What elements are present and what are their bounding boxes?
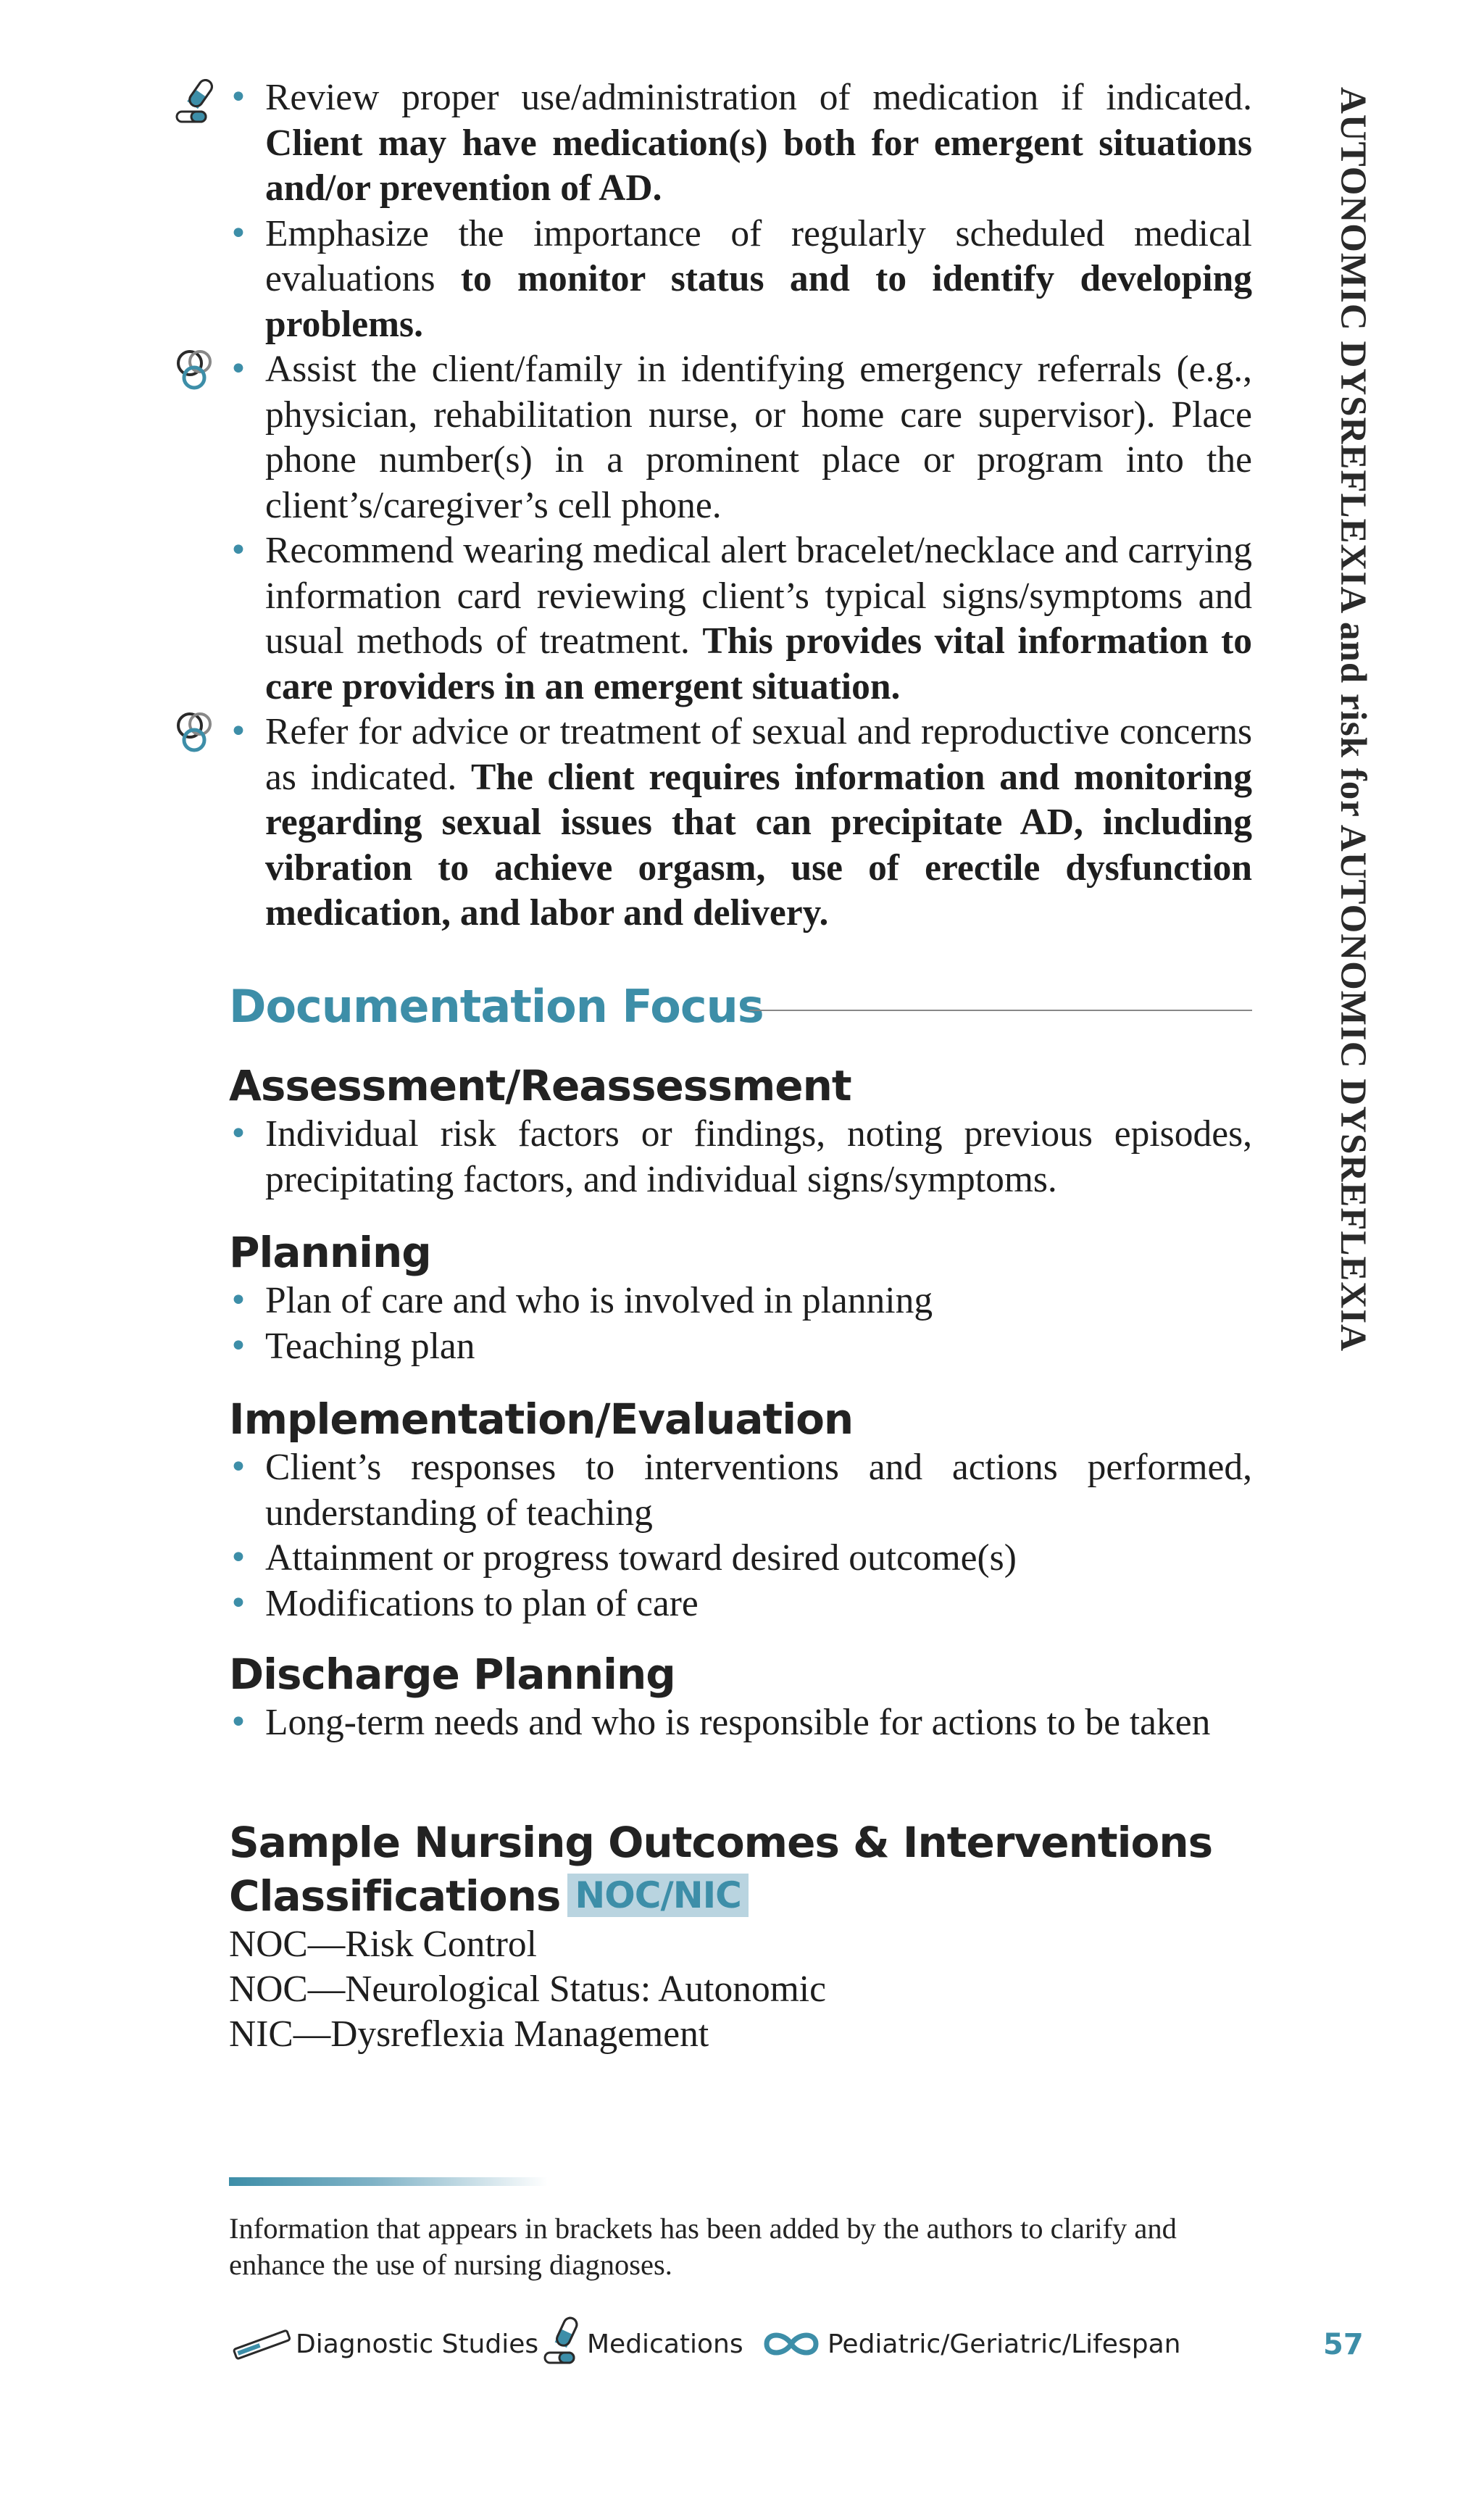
subheading-noc-nic-text: Classifications	[229, 1871, 561, 1921]
item-text: Attainment or progress toward desired outcome(s)	[265, 1537, 1017, 1579]
running-head-text: AUTONOMIC DYSREFLEXIA and risk for AUTONOMIC DYSREFLEXIA	[1333, 87, 1373, 1352]
bullet-dot: •	[229, 215, 248, 252]
list-item	[229, 1112, 1252, 1202]
icon-legend	[229, 2319, 1359, 2370]
running-head	[1325, 87, 1383, 1450]
collaborative-icon	[174, 347, 217, 395]
item-text: Long-term needs and who is responsible for actions to be taken	[265, 1702, 1211, 1743]
subheading-implementation: Implementation/Evaluation	[229, 1394, 854, 1444]
footnote-divider	[229, 2177, 548, 2186]
item-rationale: The client requires information and monitoring regarding sexual issues that can precipitate AD, including vibration to achieve orgasm, use of erectile dysfunction medication, and labor and delivery.	[265, 756, 1252, 934]
lifespan-infinity-icon	[762, 2329, 820, 2358]
item-rationale: to monitor status and to identify developing problems.	[265, 258, 1252, 345]
list-item	[229, 710, 1252, 936]
item-text: Teaching plan	[265, 1325, 475, 1367]
collaborative-icon	[174, 710, 217, 757]
bullet-dot: •	[229, 1115, 248, 1152]
list-item	[229, 1581, 1252, 1627]
item-text: Plan of care and who is involved in planning	[265, 1280, 933, 1321]
noc-nic-line: NOC—Neurological Status: Autonomic	[229, 1969, 826, 2010]
discharge-list	[229, 1700, 1252, 1746]
bullet-dot: •	[229, 79, 248, 116]
noc-nic-line: NOC—Risk Control	[229, 1924, 537, 1965]
bullet-dot: •	[229, 351, 248, 388]
item-text: Modifications to plan of care	[265, 1582, 699, 1624]
item-rationale: This provides vital information to care providers in an emergent situation.	[265, 620, 1252, 707]
heading-rule	[749, 1010, 1252, 1011]
list-item	[229, 75, 1252, 212]
bullet-dot: •	[229, 1584, 248, 1622]
assessment-list	[229, 1112, 1252, 1202]
planning-list	[229, 1279, 1252, 1369]
subheading-noc-nic-line2	[229, 1870, 749, 1922]
section-heading	[229, 974, 1252, 1039]
item-text: Emphasize the importance of regularly scheduled medical evaluations	[265, 212, 1252, 299]
bullet-dot: •	[229, 713, 248, 750]
legend-diagnostic-label: Diagnostic Studies	[296, 2329, 539, 2359]
subheading-discharge: Discharge Planning	[229, 1650, 675, 1699]
bullet-dot: •	[229, 1539, 248, 1576]
noc-nic-line: NIC—Dysreflexia Management	[229, 2013, 709, 2055]
item-rationale: Client may have medication(s) both for emergent situations and/or prevention of AD.	[265, 122, 1252, 209]
list-item	[229, 347, 1252, 528]
footnote: Information that appears in brackets has been added by the authors to clarify and enhance the use of nursing diagnoses.	[229, 2212, 1177, 2281]
medications-icon	[174, 75, 217, 123]
item-text: Assist the client/family in identifying emergency referrals (e.g., physician, rehabilitation nurse, or home care supervisor). Place phone number(s) in a prominent place or program into the client’s/caregiver’s cell phone.	[265, 349, 1252, 526]
subheading-assessment: Assessment/Reassessment	[229, 1061, 851, 1110]
item-text: Review proper use/administration of medication if indicated.	[265, 77, 1252, 118]
item-text: Refer for advice or treatment of sexual and reproductive concerns as indicated.	[265, 711, 1252, 798]
implementation-list	[229, 1445, 1252, 1626]
bullet-dot: •	[229, 1282, 248, 1319]
list-item	[229, 1700, 1252, 1746]
medications-icon	[542, 2315, 585, 2366]
list-item	[229, 212, 1252, 348]
list-item	[229, 1324, 1252, 1370]
bullet-dot: •	[229, 1704, 248, 1741]
item-text: Individual risk factors or findings, noting previous episodes, precipitating factors, and individual signs/symptoms.	[265, 1113, 1252, 1200]
list-item	[229, 1536, 1252, 1581]
list-item	[229, 528, 1252, 710]
noc-nic-tag: NOC/NIC	[567, 1874, 748, 1917]
legend-medications-label: Medications	[587, 2329, 743, 2359]
subheading-planning: Planning	[229, 1228, 431, 1277]
item-text: Recommend wearing medical alert bracelet/necklace and carrying information card reviewing client’s typical signs/symptoms and usual methods of treatment.	[265, 530, 1252, 662]
bullet-dot: •	[229, 532, 248, 569]
intervention-list	[229, 75, 1252, 936]
section-title: Documentation Focus	[229, 980, 764, 1033]
list-item	[229, 1279, 1252, 1324]
bullet-dot: •	[229, 1449, 248, 1486]
item-text: Client’s responses to interventions and actions performed, understanding of teaching	[265, 1447, 1252, 1534]
list-item	[229, 1445, 1252, 1536]
page-number: 57	[1323, 2328, 1364, 2361]
diagnostic-studies-icon	[229, 2324, 294, 2364]
legend-lifespan-label: Pediatric/Geriatric/Lifespan	[828, 2329, 1181, 2359]
bullet-dot: •	[229, 1327, 248, 1365]
subheading-noc-nic-line1: Sample Nursing Outcomes & Interventions	[229, 1818, 1213, 1867]
